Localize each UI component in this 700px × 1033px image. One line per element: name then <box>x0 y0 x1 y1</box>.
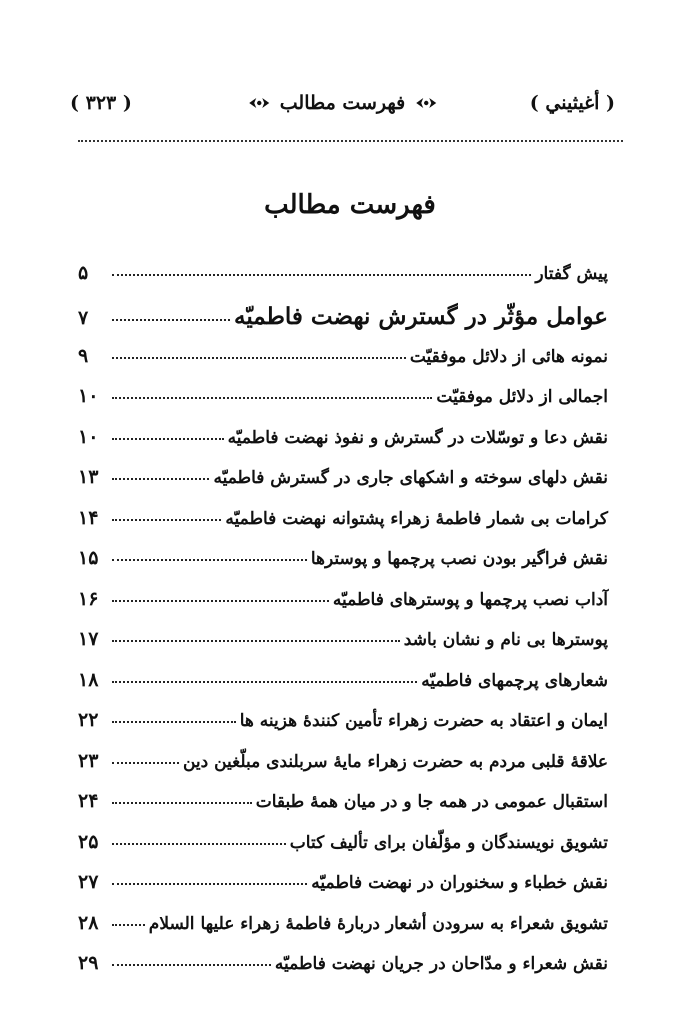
toc-entry[interactable] <box>78 831 608 872</box>
dot-leader <box>112 639 400 642</box>
toc-entry[interactable] <box>78 507 608 548</box>
toc-entry-page: ۲۷ <box>78 871 99 893</box>
toc-entry-page: ۱۴ <box>78 506 99 529</box>
toc-entry-page: ۹ <box>78 344 89 367</box>
dot-leader <box>112 801 252 804</box>
toc-entry-title: پیش گفتار <box>535 264 608 284</box>
toc-entry-title: ایمان و اعتقاد به حضرت زهراء تأمین کنندهٔ هزینه ها <box>239 711 608 731</box>
toc-entry-page: ۷ <box>78 306 89 329</box>
running-title: فهرست مطالب <box>279 92 406 114</box>
dot-leader <box>112 558 307 561</box>
page-number: ( ۳۲۳ ) <box>70 92 132 114</box>
toc-entry-page: ۲۳ <box>78 749 99 772</box>
toc-entry-title: نمونه هائی از دلائل موفقیّت <box>409 346 608 367</box>
toc-entry-title: تشویق نویسندگان و مؤلّفان برای تألیف کتاب <box>289 832 608 853</box>
toc-entry[interactable] <box>78 709 608 750</box>
page-title: فهرست مطالب <box>264 190 436 220</box>
toc-entry[interactable] <box>78 790 608 831</box>
dot-leader <box>112 318 230 321</box>
toc-entry-title: پوسترها بی نام و نشان باشد <box>403 630 608 650</box>
dot-leader <box>112 882 307 885</box>
toc-entry-page: ۵ <box>78 262 89 284</box>
toc-entry-title: نقش دلهای سوخته و اشکهای جاری در گسترش فاطمیّه <box>213 468 608 488</box>
toc-entry-title: نقش شعراء و مدّاحان در جریان نهضت فاطمیّه <box>274 954 608 974</box>
toc-entry-page: ۱۸ <box>78 668 99 691</box>
toc-entry[interactable] <box>78 750 608 791</box>
dot-leader <box>112 396 432 399</box>
toc-entry[interactable] <box>78 385 608 426</box>
toc-entry[interactable] <box>78 426 608 467</box>
dot-leader <box>112 518 221 521</box>
toc-entry-page: ۱۰ <box>78 425 99 448</box>
toc-entry-page: ۱۷ <box>78 628 99 650</box>
toc-entry[interactable] <box>78 466 608 507</box>
toc-entry-page: ۲۲ <box>78 709 99 731</box>
toc-entry-title: آداب نصب پرچمها و پوسترهای فاطمیّه <box>332 589 608 610</box>
toc-entry-page: ۱۵ <box>78 547 99 569</box>
toc-entry[interactable] <box>78 303 608 345</box>
toc-entry[interactable] <box>78 871 608 912</box>
dot-leader <box>112 761 179 764</box>
toc-entry[interactable] <box>78 262 608 303</box>
ornament-icon <box>248 96 270 110</box>
toc-entry[interactable] <box>78 345 608 386</box>
dot-leader <box>112 599 329 602</box>
ornament-icon <box>415 96 437 110</box>
toc-entry-title: کرامات بی شمار فاطمهٔ زهراء پشتوانه نهضت فاطمیّه <box>225 508 608 529</box>
toc-entry-page: ۲۹ <box>78 952 99 974</box>
running-header <box>70 92 615 122</box>
toc-entry-page: ۱۳ <box>78 466 99 488</box>
table-of-contents <box>78 262 608 993</box>
toc-entry-title: نقش خطباء و سخنوران در نهضت فاطمیّه <box>311 873 608 893</box>
toc-entry-title: نقش دعا و توسّلات در گسترش و نفوذ نهضت فاطمیّه <box>227 427 608 448</box>
dot-leader <box>112 680 417 683</box>
header-divider <box>78 140 623 142</box>
dot-leader <box>112 437 224 440</box>
toc-entry-title: عوامل مؤثّر در گسترش نهضت فاطمیّه <box>234 302 608 330</box>
toc-entry[interactable] <box>78 912 608 953</box>
book-title: ( أغيثيني ) <box>529 92 615 114</box>
toc-entry[interactable] <box>78 547 608 588</box>
dot-leader <box>112 963 271 966</box>
toc-entry-title: شعارهای پرچمهای فاطمیّه <box>421 670 608 691</box>
toc-entry[interactable] <box>78 952 608 993</box>
dot-leader <box>112 923 145 926</box>
toc-entry-page: ۲۸ <box>78 911 99 934</box>
toc-entry[interactable] <box>78 628 608 669</box>
dot-leader <box>112 720 236 723</box>
toc-entry-page: ۱۰ <box>78 385 99 407</box>
toc-entry-page: ۱۶ <box>78 587 99 610</box>
running-title-group <box>248 92 438 114</box>
dot-leader <box>112 842 286 845</box>
toc-entry-title: نقش فراگیر بودن نصب پرچمها و پوسترها <box>310 549 608 569</box>
toc-entry-title: اجمالی از دلائل موفقیّت <box>436 387 608 407</box>
toc-entry-page: ۲۴ <box>78 790 99 812</box>
toc-entry-title: علاقهٔ قلبی مردم به حضرت زهراء مایهٔ سربلندی مبلّغین دین <box>182 751 608 772</box>
dot-leader <box>112 356 406 359</box>
toc-entry-title: تشویق شعراء به سرودن أشعار دربارهٔ فاطمهٔ زهراء عليها السلام <box>148 913 608 934</box>
dot-leader <box>112 477 209 480</box>
toc-entry[interactable] <box>78 588 608 629</box>
toc-entry[interactable] <box>78 669 608 710</box>
toc-entry-page: ۲۵ <box>78 830 99 853</box>
dot-leader <box>112 273 531 276</box>
toc-entry-title: استقبال عمومی در همه جا و در میان همهٔ طبقات <box>255 792 608 812</box>
